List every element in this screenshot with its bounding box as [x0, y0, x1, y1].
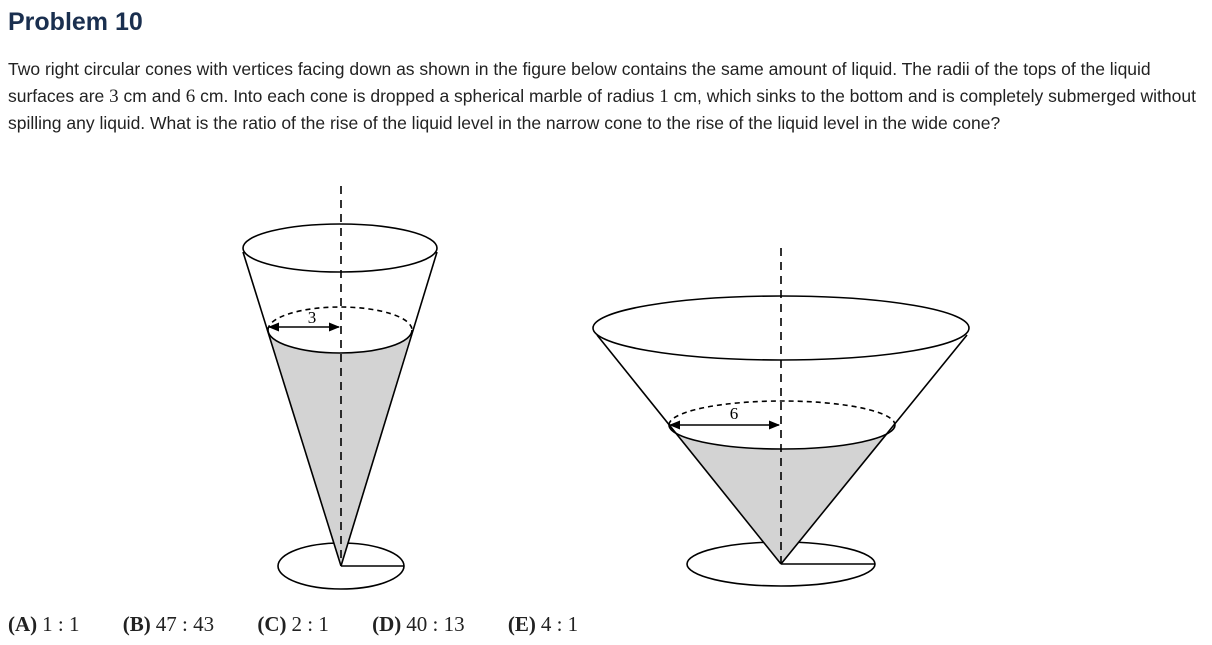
choice-a[interactable] — [8, 612, 80, 637]
choice-e[interactable] — [508, 612, 578, 637]
statement-marble-radius: 1 — [659, 86, 669, 107]
narrow-cone-top-rim — [243, 224, 437, 272]
choice-c[interactable] — [257, 612, 329, 637]
narrow-radius-label: 3 — [307, 308, 317, 327]
problem-statement — [8, 56, 1204, 137]
choice-letter: (B) — [122, 612, 151, 636]
statement-radius-3: 3 — [109, 86, 119, 107]
narrow-cone — [243, 186, 437, 589]
statement-text-2: cm and — [118, 86, 186, 106]
choice-value: 40 : 13 — [406, 612, 465, 636]
choice-value: 47 : 43 — [155, 612, 215, 636]
choice-letter: (A) — [8, 612, 38, 636]
problem-title: Problem 10 — [8, 8, 143, 36]
cones-figure — [0, 170, 1000, 600]
statement-radius-6: 6 — [185, 86, 196, 107]
choice-letter: (E) — [507, 612, 536, 636]
wide-cone-liquid — [669, 425, 895, 564]
choice-value: 1 : 1 — [42, 612, 80, 636]
answer-choices — [8, 612, 616, 637]
choice-value: 2 : 1 — [291, 612, 329, 636]
choice-d[interactable] — [372, 612, 465, 637]
wide-radius-label: 6 — [729, 404, 739, 423]
narrow-cone-liquid — [268, 330, 412, 566]
statement-text-3: cm. Into each cone is dropped a spherical marble of radius — [195, 86, 660, 106]
wide-cone — [593, 248, 969, 586]
wide-liquid-surface-back — [669, 401, 895, 425]
choice-b[interactable] — [123, 612, 214, 637]
choice-letter: (C) — [257, 612, 287, 636]
choice-value: 4 : 1 — [540, 612, 579, 636]
choice-letter: (D) — [372, 612, 402, 636]
statement-text-1: Two right circular cones with vertices facing down as shown in the figure below contains the same amount of liquid. The radii of the tops of the liquid surfaces are — [8, 59, 1151, 106]
statement-text-4: cm, which sinks to the bottom and is completely submerged without spilling any liquid. What is the ratio of the rise of the liquid level in the narrow cone to the rise of the liquid level in the wide cone? — [8, 86, 1196, 133]
